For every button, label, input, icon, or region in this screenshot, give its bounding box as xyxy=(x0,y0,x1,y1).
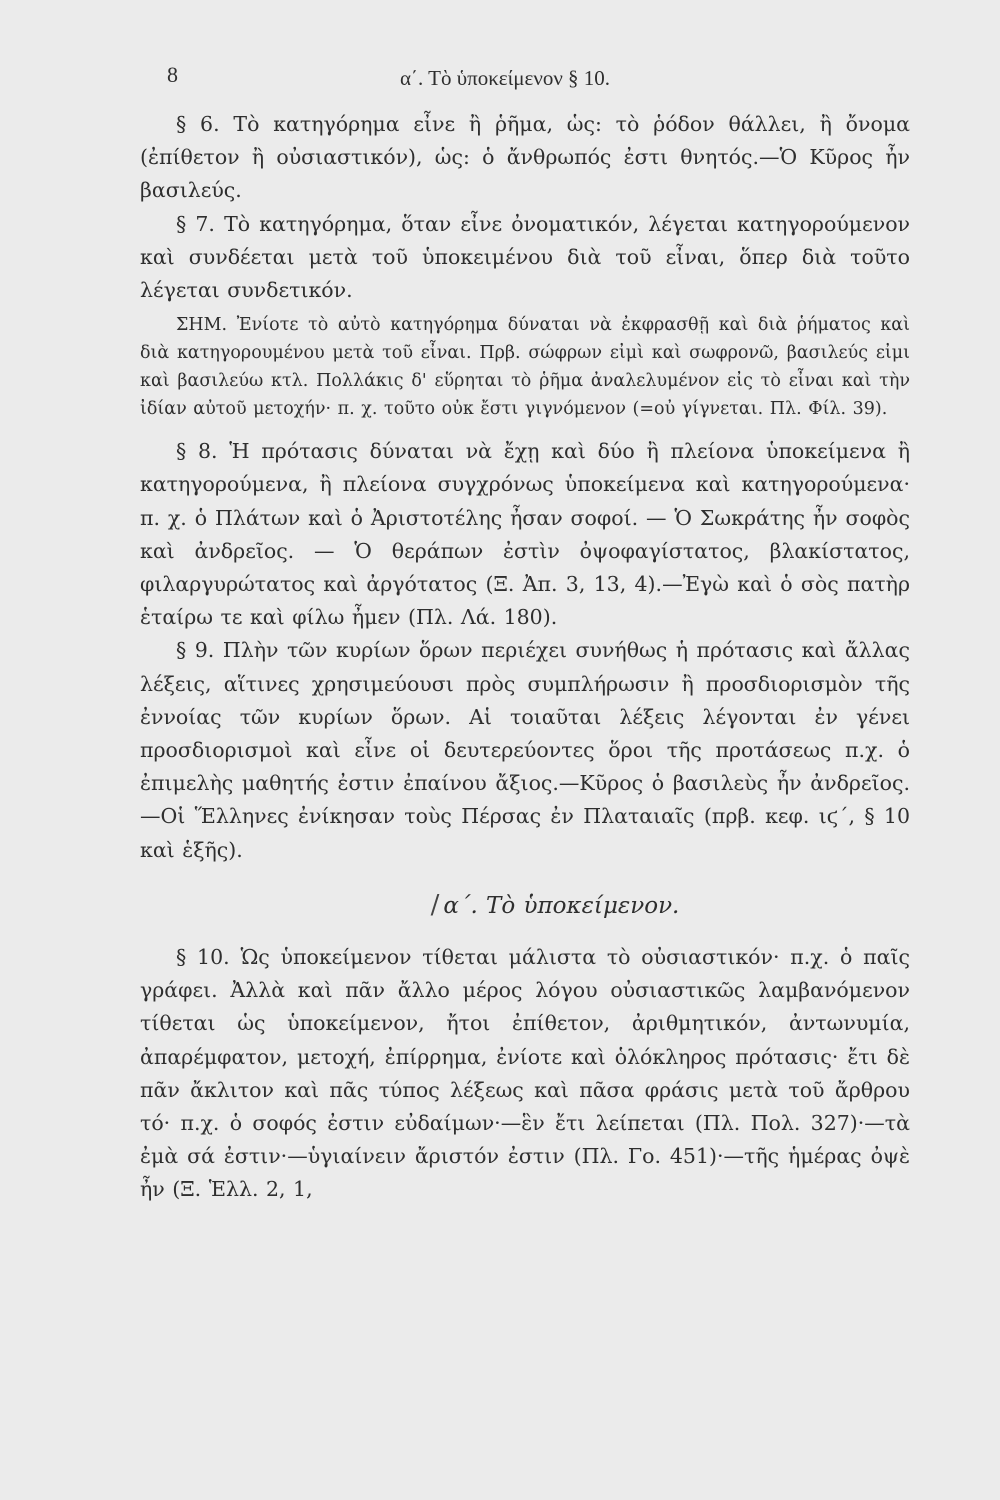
section-heading-text: α΄. Τὸ ὑποκείμενον. xyxy=(443,892,680,919)
paragraph-section-8: § 8. Ἡ πρότασις δύναται νὰ ἔχῃ καὶ δύο ἢ πλείονα ὑποκείμενα ἢ κατηγορούμενα, ἢ πλείονα συγχρόνως ὑποκείμενα καὶ κατηγορούμενα· π. χ. ὁ Πλάτων καὶ ὁ Ἀριστοτέλης ἦσαν σοφοί. — Ὁ Σωκράτης ἦν σοφὸς καὶ ἀνδρεῖος. — Ὁ θεράπων ἐστὶν ὀψοφαγίστατος, βλακίστατος, φιλαργυρώτατος καὶ ἀργότατος (Ξ. Ἀπ. 3, 13, 4).—Ἐγὼ καὶ ὁ σὸς πατὴρ ἑταίρω τε καὶ φίλω ἦμεν (Πλ. Λά. 180). xyxy=(140,439,910,630)
page-body xyxy=(140,108,910,1207)
paragraph-note: ΣΗΜ. Ἐνίοτε τὸ αὐτὸ κατηγόρημα δύναται νὰ ἐκφρασθῇ καὶ διὰ ῥήματος καὶ διὰ κατηγορουμένου μετὰ τοῦ εἶναι. Πρβ. σώφρων εἰμὶ καὶ σωφρονῶ, βασιλεύς εἰμι καὶ βασιλεύω κτλ. Πολλάκις δ' εὕρηται τὸ ῥῆμα ἀναλελυμένον εἰς τὸ εἶναι καὶ τὴν ἰδίαν αὐτοῦ μετοχήν· π. χ. τοῦτο οὐκ ἔστι γιγνόμενον (=οὐ γίγνεται. Πλ. Φίλ. 39). xyxy=(140,315,910,420)
paragraph-section-7: § 7. Τὸ κατηγόρημα, ὅταν εἶνε ὀνοματικόν, λέγεται κατηγορούμενον καὶ συνδέεται μετὰ τοῦ ὑποκειμένου διὰ τοῦ εἶναι, ὅπερ διὰ τοῦτο λέγεται συνδετικόν. xyxy=(140,211,910,303)
paragraph-section-10: § 10. Ὡς ὑποκείμενον τίθεται μάλιστα τὸ οὐσιαστικόν· π.χ. ὁ παῖς γράφει. Ἀλλὰ καὶ πᾶν ἄλλο μέρος λόγου οὐσιαστικῶς λαμβανόμενον τίθεται ὡς ὑποκείμενον, ἤτοι ἐπίθετον, ἀριθμητικόν, ἀντωνυμία, ἀπαρέμφατον, μετοχή, ἐπίρρημα, ἐνίοτε καὶ ὁλόκληρος πρότασις· ἔτι δὲ πᾶν ἄκλιτον καὶ πᾶς τύπος λέξεως καὶ πᾶσα φράσις μετὰ τοῦ ἄρθρου τό· π.χ. ὁ σοφός ἐστιν εὐδαίμων·—ἓν ἔτι λείπεται (Πλ. Πολ. 327)·—τὰ ἐμὰ σά ἐστιν·—ὑγιαίνειν ἄριστόν ἐστιν (Πλ. Γο. 451)·—τῆς ἡμέρας ὀψὲ ἦν (Ξ. Ἑλλ. 2, 1, xyxy=(140,945,910,1202)
paragraph-section-6: § 6. Τὸ κατηγόρημα εἶνε ἢ ῥῆμα, ὡς: τὸ ῥόδον θάλλει, ἢ ὄνομα (ἐπίθετον ἢ οὐσιαστικόν), ὡς: ὁ ἄνθρωπός ἐστι θνητός.—Ὁ Κῦρος ἦν βασιλεύς. xyxy=(140,112,910,203)
page-header xyxy=(0,62,1000,98)
paragraph-section-9: § 9. Πλὴν τῶν κυρίων ὅρων περιέχει συνήθως ἡ πρότασις καὶ ἄλλας λέξεις, αἵτινες χρησιμεύουσι πρὸς συμπλήρωσιν ἢ προσδιορισμὸν τῆς ἐννοίας τῶν κυρίων ὅρων. Αἱ τοιαῦται λέξεις λέγονται ἐν γένει προσδιορισμοὶ καὶ εἶνε οἱ δευτερεύοντες ὅροι τῆς προτάσεως π.χ. ὁ ἐπιμελὴς μαθητής ἐστιν ἐπαίνου ἄξιος.—Κῦρος ὁ βασιλεὺς ἦν ἀνδρεῖος.—Οἱ Ἕλληνες ἐνίκησαν τοὺς Πέρσας ἐν Πλαταιαῖς (πρβ. κεφ. ιϛ΄, § 10 καὶ ἑξῆς). xyxy=(140,638,910,862)
running-title: α΄. Τὸ ὑποκείμενον § 10. xyxy=(400,66,611,90)
heading-slash-mark: / xyxy=(430,889,440,920)
page-number: 8 xyxy=(167,62,178,87)
section-heading xyxy=(140,889,910,923)
